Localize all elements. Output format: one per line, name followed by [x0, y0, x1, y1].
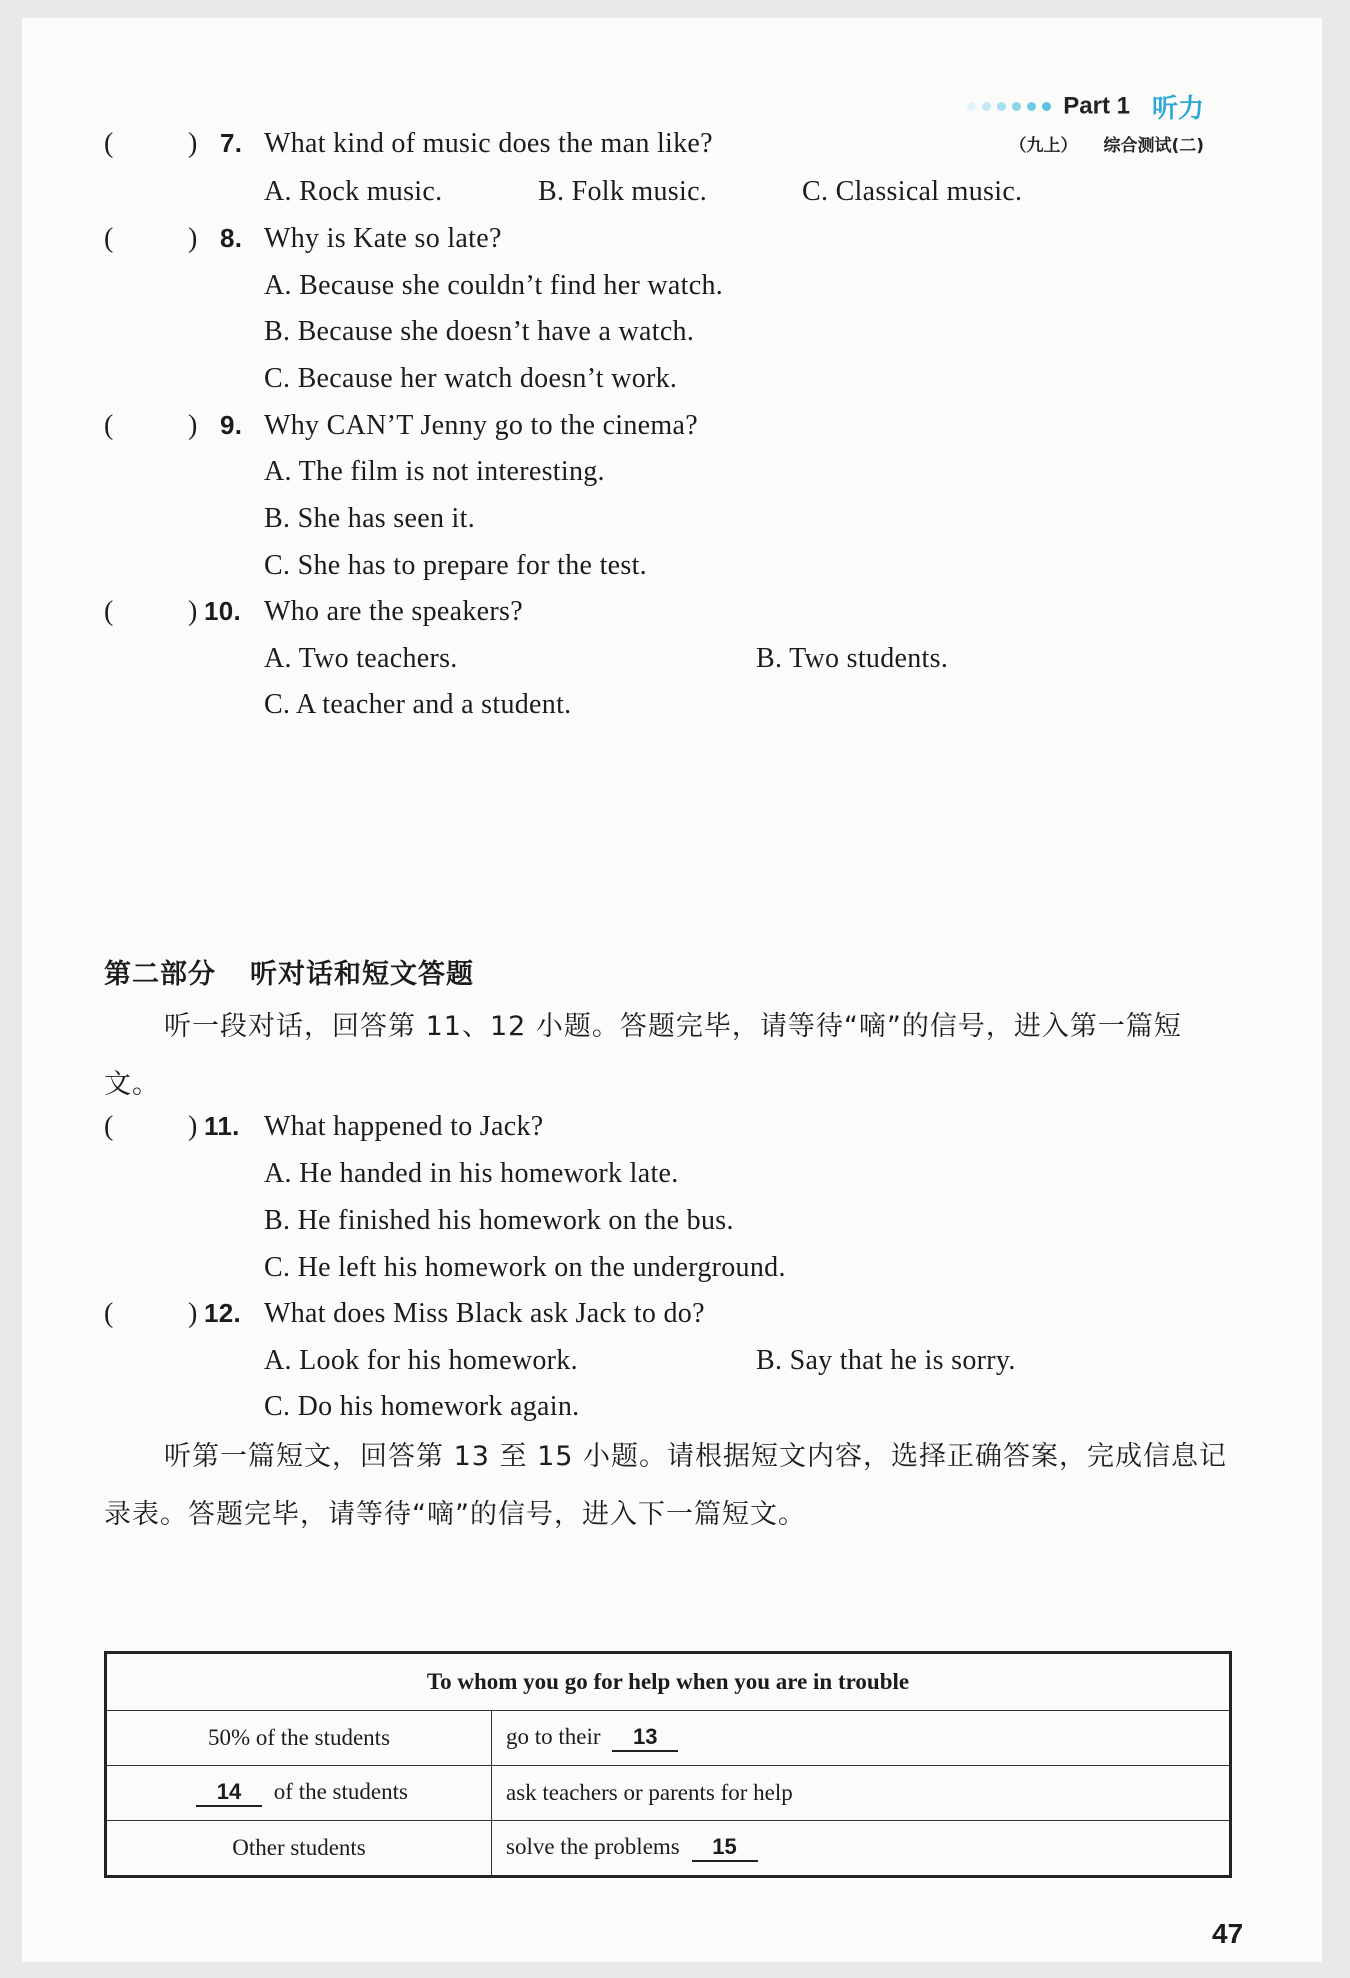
section-title: 听对话和短文答题 [250, 959, 474, 990]
option-a: A. Because she couldn’t find her watch. [264, 270, 724, 301]
section-label: 听力 [1151, 94, 1204, 124]
instruction-paragraph: 听第一篇短文，回答第 13 至 15 小题。请根据短文内容，选择正确答案，完成信息记录表。答题完毕，请等待“嘀”的信号，进入下一篇短文。 [104, 1441, 1228, 1530]
question-number: 12. [204, 1298, 242, 1328]
section-label: 第二部分 [104, 959, 216, 990]
cell-text: of the students [273, 1779, 408, 1804]
test-label: 综合测试(二) [1103, 136, 1204, 156]
option-c: C. Do his homework again. [264, 1391, 580, 1422]
option-c: C. Classical music. [802, 176, 1023, 207]
page-number: 47 [1212, 1918, 1244, 1949]
table-cell [492, 1711, 1231, 1766]
option-b: B. Say that he is sorry. [756, 1345, 1016, 1376]
info-record-table [104, 1651, 1232, 1878]
cell-text: go to their [506, 1724, 601, 1749]
table-row [106, 1711, 1231, 1766]
option-b: B. She has seen it. [264, 503, 476, 534]
option-a: A. He handed in his homework late. [264, 1158, 679, 1189]
option-c: C. He left his homework on the underground. [264, 1252, 786, 1283]
page-header [961, 88, 1204, 156]
option-b: B. Folk music. [538, 176, 708, 207]
table-cell [492, 1821, 1231, 1877]
decorative-dots [961, 98, 1051, 116]
answer-blank-14[interactable]: 14 [196, 1779, 262, 1807]
option-b: B. Because she doesn’t have a watch. [264, 316, 695, 347]
question-text: What does Miss Black ask Jack to do? [264, 1298, 705, 1329]
section-heading [104, 952, 474, 991]
answer-blank-13[interactable]: 13 [612, 1724, 678, 1752]
question-text: Why CAN’T Jenny go to the cinema? [264, 410, 698, 441]
question-text: Who are the speakers? [264, 596, 523, 627]
table-cell [106, 1766, 492, 1821]
question-text: What happened to Jack? [264, 1111, 544, 1142]
question-number: 8. [220, 223, 243, 253]
question-text: Why is Kate so late? [264, 223, 502, 254]
option-a: A. Two teachers. [264, 643, 458, 674]
table-title: To whom you go for help when you are in trouble [106, 1653, 1231, 1711]
grade-label: （九上） [1009, 136, 1078, 156]
table-cell: 50% of the students [106, 1711, 492, 1766]
option-c: C. A teacher and a student. [264, 689, 572, 720]
table-cell: Other students [106, 1821, 492, 1877]
table-row [106, 1766, 1231, 1821]
option-a: A. Rock music. [264, 176, 443, 207]
part-label: Part 1 [1063, 92, 1130, 120]
table-row [106, 1821, 1231, 1877]
cell-text: solve the problems [506, 1834, 680, 1859]
option-b: B. He finished his homework on the bus. [264, 1205, 734, 1236]
answer-blank-15[interactable]: 15 [692, 1834, 758, 1862]
question-number: 11. [204, 1111, 240, 1141]
option-b: B. Two students. [756, 643, 949, 674]
question-number: 10. [204, 596, 242, 626]
question-number: 9. [220, 410, 243, 440]
question-text: What kind of music does the man like? [264, 128, 713, 159]
option-a: A. The film is not interesting. [264, 456, 605, 487]
question-number: 7. [220, 128, 243, 158]
option-c: C. She has to prepare for the test. [264, 550, 647, 581]
instruction-paragraph: 听一段对话，回答第 11、12 小题。答题完毕，请等待“嘀”的信号，进入第一篇短文。 [104, 1011, 1182, 1100]
test-subtitle [961, 131, 1204, 156]
option-a: A. Look for his homework. [264, 1345, 578, 1376]
table-cell: ask teachers or parents for help [492, 1766, 1231, 1821]
option-c: C. Because her watch doesn’t work. [264, 363, 678, 394]
workbook-page: Part 1 听力 （九上） 综合测试(二) ( ) 7. What kind of music does the man like? A. Rock music. B. Folk music. C. Classical music. ( ) 8. Why is Kate so late? A. Because she couldn’t find her watch. B. Because she doesn’t have a watch. C. Because her watch doesn’t work. ( ) 9. Why CAN’T Jenny go to the cinema? A. The film is not interesting. B. She has seen it. C. She has to prepare for the test. ( ) 10. Who are the speakers? A. Two teachers. B. Two students. C. A teacher and a student. 第二部分 听对话和短文答题 听一段对话，回答第 11、12 小题。答题完毕，请等待“嘀”的信号，进入第一篇短文。 ( ) 11. What happened to Jack? A. He handed in his homework late. B. He finished his homework on the bus. C. He left his homework on the underground. ( ) 12. What does Miss Black ask Jack to do? A. Look for his homework. B. Say that he is sorry. C. Do his homework again. 听第一篇短文，回答第 13 至 15 小题。请根据短文内容，选择正确答案，完成信息记录表。答题完毕，请等待“嘀”的信号，进入下一篇短文。 To whom you go for help when you are in trouble 50% of the students go to their 13 14 of the students ask teachers or parents for help Other students solve the problems 15 47 [22, 18, 1322, 1962]
